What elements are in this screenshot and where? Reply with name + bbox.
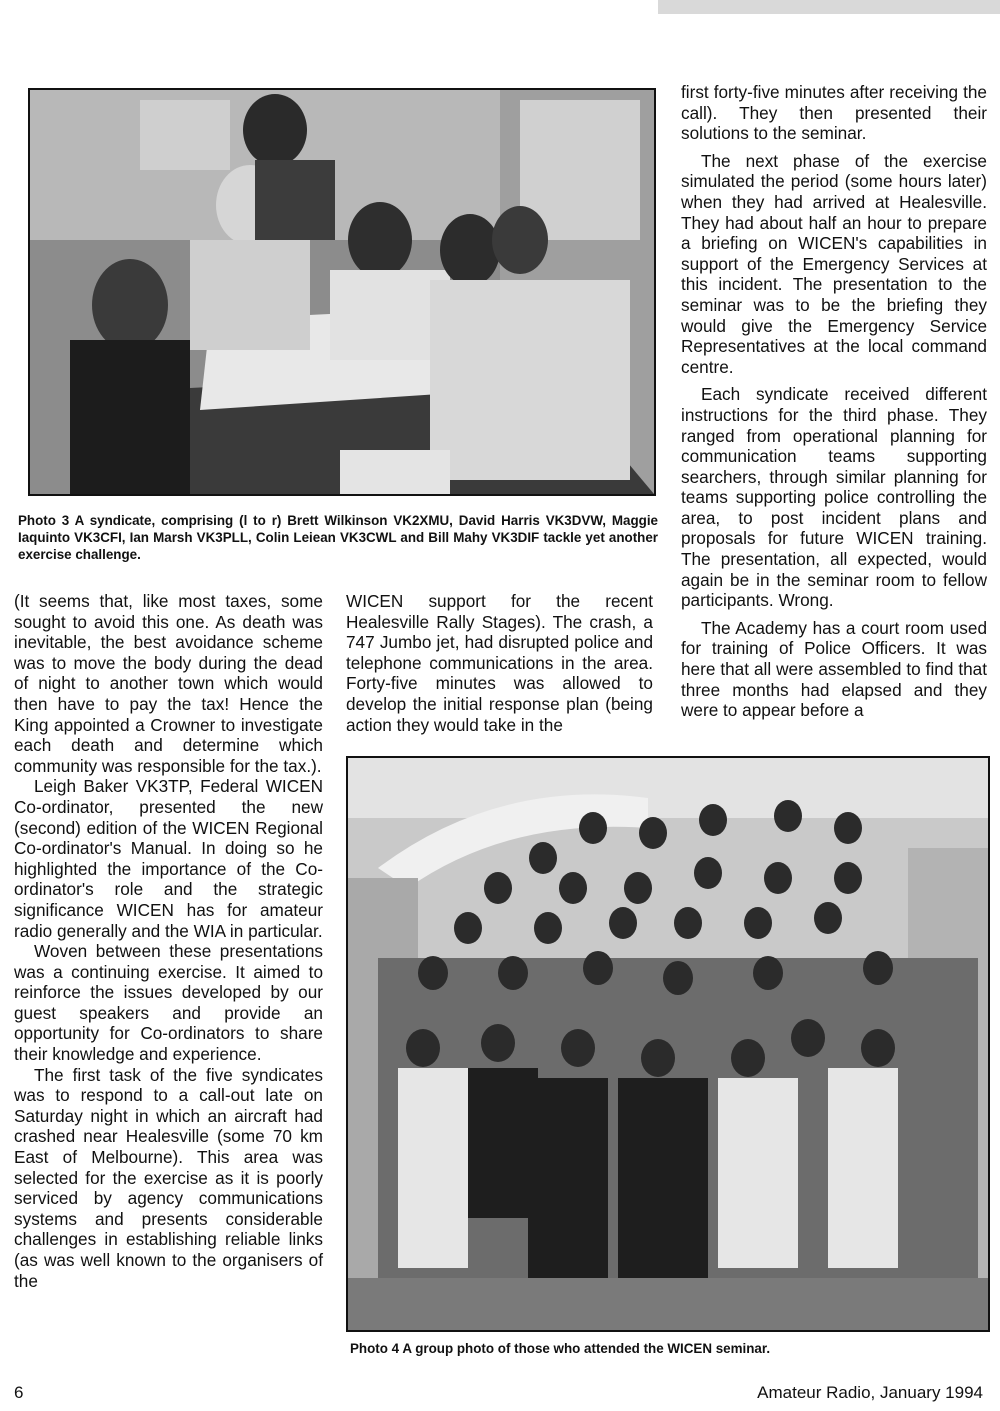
paragraph: The Academy has a court room used for training of Police Officers. It was here that all were assembled to find that three months had elapsed and they were to appear before a bbox=[681, 617, 987, 721]
scan-edge-shade bbox=[658, 0, 1000, 14]
photo-3 bbox=[28, 88, 656, 496]
page-number: 6 bbox=[14, 1383, 24, 1402]
publication-footer: Amateur Radio, January 1994 bbox=[757, 1383, 983, 1402]
paragraph: The next phase of the exercise simulated the period (some hours later) when they had arrived at Healesville. They had about half an hour to prepare a briefing on WICEN's capabilities in support of the Emergency Services at this incident. The presentation to the seminar was to be the briefing they would give the Emergency Service Representatives at the local command centre. bbox=[681, 150, 987, 377]
column-right bbox=[681, 82, 987, 721]
paragraph: Woven between these presentations was a continuing exercise. It aimed to reinforce the issues developed by our guest speakers and provide an opportunity for Co-ordinators to share their knowledge and experience. bbox=[14, 941, 323, 1065]
photo-3-image bbox=[30, 90, 654, 494]
paragraph: (It seems that, like most taxes, some sought to avoid this one. As death was inevitable, the best avoidance scheme was to move the body during the dead of night to another town which would then have to pay the tax! Hence the King appointed a Crowner to investigate each death and determine which community was responsible for the tax.). bbox=[14, 591, 323, 776]
paragraph: WICEN support for the recent Healesville Rally Stages). The crash, a 747 Jumbo jet, had disrupted police and telephone communications in the area. Forty-five minutes was allowed to develop the initial response plan (being action they would take in the bbox=[346, 591, 653, 735]
photo-3-caption: Photo 3 A syndicate, comprising (l to r) Brett Wilkinson VK2XMU, David Harris VK3DVW, Maggie Iaquinto VK3CFI, Ian Marsh VK3PLL, Colin Leiean VK3CWL and Bill Mahy VK3DIF tackle yet another exercise challenge. bbox=[18, 513, 658, 562]
paragraph: The first task of the five syndicates was to respond to a call-out late on Saturday night in which an aircraft had crashed near Healesville (some 70 km East of Melbourne). This area was selected for the exercise as it is poorly serviced by agency communications systems and presents considerable challenges in establishing reliable links (as was well known to the organisers of the bbox=[14, 1064, 323, 1291]
paragraph: first forty-five minutes after receiving the call). They then presented their solutions to the seminar. bbox=[681, 82, 987, 144]
photo-4-image bbox=[348, 758, 988, 1330]
photo-4-caption: Photo 4 A group photo of those who attended the WICEN seminar. bbox=[350, 1341, 771, 1356]
paragraph: Leigh Baker VK3TP, Federal WICEN Co-ordinator, presented the new (second) edition of the WICEN Regional Co-ordinator's Manual. In doing so he highlighted the importance of the Co-ordinator's role and the strategic significance WICEN has for amateur radio generally and the WIA in particular. bbox=[14, 776, 323, 941]
photo-4 bbox=[346, 756, 990, 1332]
column-left bbox=[14, 591, 323, 1291]
column-middle bbox=[346, 591, 653, 735]
paragraph: Each syndicate received different instructions for the third phase. They ranged from operational planning for communication teams supporting searchers, through similar planning for teams supporting police controlling the area, to post incident plans and proposals for future WICEN training. The presentation, all expected, would again be in the seminar room to fellow participants. Wrong. bbox=[681, 384, 987, 611]
